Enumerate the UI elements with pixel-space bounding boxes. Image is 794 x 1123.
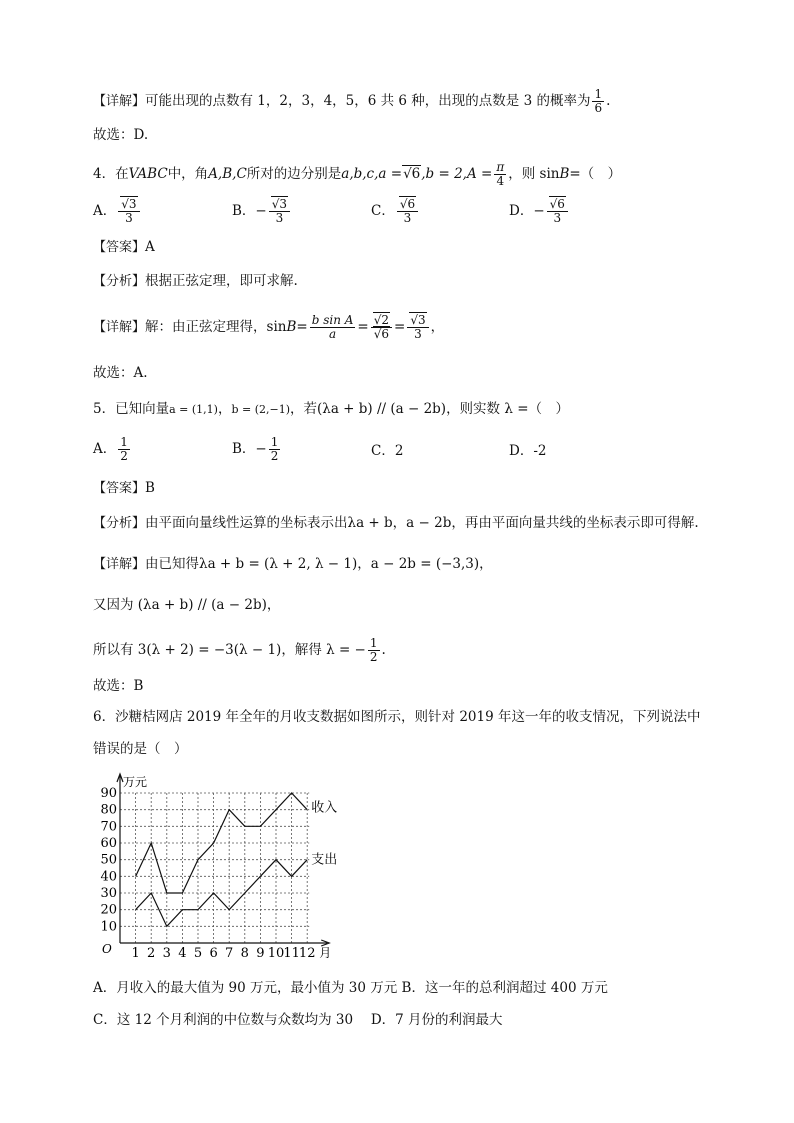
q5-stem-b: ，若 (290, 401, 317, 417)
end: ， (430, 319, 445, 335)
x-tick-label: 5 (193, 946, 203, 961)
q5-condition: (λa + b) // (a − 2b) (317, 401, 447, 417)
y-axis-label: 万元 (123, 775, 148, 789)
option-sign: − (255, 441, 267, 457)
q4-option-b[interactable] (232, 198, 292, 225)
x-tick-label: 12 (298, 946, 316, 961)
frac-denominator: 6 (594, 101, 603, 115)
analysis-text-b: ，再由平面向量共线的坐标表示即可得解. (451, 515, 699, 531)
q4-option-a[interactable] (93, 198, 142, 225)
b-var: B (286, 319, 297, 335)
q3-end: . (606, 93, 611, 109)
frac-numerator: √ 3 (120, 196, 137, 211)
x-tick-label: 9 (256, 946, 265, 961)
q4-answer (93, 238, 155, 257)
frac-numerator: 1 (270, 435, 279, 449)
q5-a-vec: a = (1,1) (169, 403, 218, 416)
detail-vec2: a − 2b = (−3,3) (370, 556, 480, 572)
q5-final: 故选：B (93, 678, 144, 694)
chart-ticks (100, 786, 315, 961)
frac-numerator: 1 (120, 435, 128, 449)
option-fraction (118, 198, 139, 225)
frac-denominator: √ 6 (373, 326, 390, 341)
y-tick-label: 80 (100, 802, 117, 818)
x-tick-label: 11 (283, 946, 300, 961)
sqrt-fraction (371, 314, 392, 341)
detail-tag: 【详解】 (93, 94, 146, 109)
q5-option-d[interactable] (509, 442, 546, 460)
q4-stem-b: 中，角 (167, 166, 209, 182)
x-tick-label: 1 (131, 946, 140, 961)
q4-stem-d: ，则 sin (508, 166, 560, 182)
q4-detail (93, 314, 444, 341)
q4-triangle: VABC (128, 166, 168, 182)
x-tick-label: 7 (225, 946, 234, 961)
option-label: C． (371, 203, 395, 219)
frac-denominator: 2 (120, 449, 128, 463)
q5-option-b[interactable] (232, 436, 282, 463)
detail-tag: 【详解】 (93, 557, 146, 572)
option-value: -2 (533, 443, 547, 459)
y-tick-label: 20 (100, 902, 117, 918)
option-sign: − (255, 203, 267, 219)
option-fraction (547, 198, 568, 225)
q4-stem-a: 4．在 (93, 166, 129, 182)
frac-numerator: √ 3 (409, 312, 426, 327)
result-fraction (407, 314, 428, 341)
end: ， (479, 556, 493, 572)
q6-stem-line1: 6．沙糖桔网店 2019 年全年的月收支数据如图所示，则针对 2019 年这一年的收支情况，下列说法中 (93, 709, 701, 725)
x-tick-label: 3 (162, 946, 171, 961)
frac-denominator: 3 (553, 211, 562, 225)
q4-stem-e: =（ ） (569, 166, 622, 182)
q4-stem (93, 161, 621, 188)
x-tick-label: 2 (147, 946, 156, 961)
option-fraction (397, 198, 418, 225)
q5-stem-a: 5．已知向量 (93, 401, 170, 417)
x-axis-label: 月 (319, 946, 332, 960)
y-tick-label: 90 (100, 786, 117, 801)
frac-denominator: 4 (496, 174, 505, 188)
y-tick-label: 10 (100, 919, 117, 935)
end: . (381, 642, 386, 658)
sep: ， (217, 401, 232, 417)
sine-law-fraction (310, 314, 356, 341)
series-label: 支出 (311, 852, 338, 868)
frac-denominator: 3 (403, 211, 412, 225)
detail-vec1: λa + b = (λ + 2, λ − 1) (199, 556, 358, 572)
option-sign: − (533, 203, 545, 219)
series-label: 收入 (311, 800, 338, 816)
analysis-text: 由平面向量线性运算的坐标表示出 (145, 515, 348, 531)
y-tick-label: 60 (100, 836, 117, 851)
y-tick-label: 30 (100, 886, 117, 901)
q5-detail (93, 555, 493, 574)
frac-numerator: √ 2 (373, 312, 390, 327)
q6-stem-line2: 错误的是（ ） (93, 741, 188, 757)
analysis-tag: 【分析】 (93, 516, 146, 531)
detail-tag: 【详解】 (93, 320, 146, 335)
option-fraction (118, 436, 130, 463)
analysis-text: 根据正弦定理，即可求解. (145, 273, 298, 289)
frac-numerator: b sin A (311, 313, 354, 327)
q4-cond-b: ,b = 2,A = (421, 166, 493, 182)
result-fraction (368, 637, 380, 664)
q4-cond-a: a,b,c,a = (341, 166, 403, 182)
sep: ， (357, 556, 371, 572)
q3-answer: 故选：D. (93, 127, 149, 143)
eq: = (357, 319, 369, 335)
q3-detail-text: 可能出现的点数有 1，2，3，4，5，6 共 6 种，出现的点数是 3 的概率为 (145, 93, 591, 109)
frac-numerator: 1 (594, 87, 603, 101)
option-fraction (269, 198, 290, 225)
answer-tag: 【答案】 (93, 240, 146, 255)
option-value: 2 (394, 443, 404, 459)
x-tick-label: 4 (178, 946, 187, 961)
analysis-vec2: a − 2b (406, 515, 452, 531)
frac-denominator: a (328, 327, 337, 341)
q5-stem (93, 400, 569, 419)
y-tick-label: 50 (100, 852, 117, 868)
option-label: A． (93, 441, 117, 457)
q4-analysis (93, 272, 298, 291)
option-label: B． (232, 203, 256, 219)
q5-analysis (93, 514, 699, 533)
analysis-tag: 【分析】 (93, 274, 146, 289)
q4-option-d[interactable] (509, 198, 570, 225)
y-tick-label: 40 (100, 869, 117, 885)
frac-numerator: √ 6 (549, 196, 566, 211)
q6-options-line1: A．月收入的最大值为 90 万元，最小值为 30 万元 B．这一年的总利润超过 400 万元 (93, 980, 608, 996)
q4-b-var: B (559, 166, 570, 182)
eq: = (296, 319, 308, 335)
q4-option-c[interactable] (371, 198, 420, 225)
analysis-vec1: λa + b (347, 515, 393, 531)
q5-stem-c: ，则实数 λ =（ ） (446, 401, 570, 417)
q5-b-vec: b = (2,−1) (231, 403, 290, 416)
frac-numerator: √ 6 (399, 196, 416, 211)
option-label: B． (232, 441, 256, 457)
option-label: A． (93, 203, 117, 219)
q4-stem-c: 所对的边分别是 (246, 166, 342, 182)
y-tick-label: 70 (100, 819, 117, 835)
frac-denominator: 3 (275, 211, 284, 225)
answer-tag: 【答案】 (93, 481, 146, 496)
frac-denominator: 2 (270, 449, 279, 463)
q3-fraction (592, 88, 604, 115)
option-fraction (269, 436, 281, 463)
origin-label: O (102, 942, 112, 956)
q6-options-line2: C．这 12 个月利润的中位数与众数均为 30 D．7 月份的利润最大 (93, 1012, 503, 1028)
q3-detail-line (93, 88, 610, 115)
frac-denominator: 3 (414, 327, 422, 341)
frac-denominator: 3 (125, 211, 133, 225)
frac-denominator: 2 (369, 650, 378, 664)
detail-text: 解：由正弦定理得，sin (145, 319, 287, 335)
x-tick-label: 10 (267, 946, 285, 961)
frac-numerator: π (496, 160, 505, 174)
frac-numerator: √ 3 (271, 196, 288, 211)
q5-option-c[interactable] (371, 442, 403, 460)
option-label: D． (509, 203, 534, 219)
x-tick-label: 6 (209, 946, 218, 961)
x-tick-label: 8 (240, 946, 249, 961)
q4-vars: A,B,C (208, 166, 247, 182)
detail-text: 由已知得 (145, 556, 200, 572)
q5-option-a[interactable] (93, 436, 132, 463)
sep: ， (392, 515, 407, 531)
chart-grid (120, 793, 309, 943)
income-expense-chart (92, 768, 352, 963)
q5-line3 (93, 637, 386, 664)
q4-pi-over-4 (494, 161, 506, 188)
option-label: C． (371, 443, 395, 459)
line3-text: 所以有 3(λ + 2) = −3(λ − 1)，解得 λ = − (93, 642, 366, 658)
q5-answer (93, 479, 155, 498)
option-label: D． (509, 443, 534, 459)
answer-value: B (145, 480, 155, 496)
q4-sqrt6: √ 6 (402, 165, 421, 182)
q4-final: 故选：A. (93, 365, 148, 381)
answer-value: A (145, 239, 155, 255)
q5-line2: 又因为 (λa + b) // (a − 2b)， (93, 597, 281, 613)
frac-numerator: 1 (369, 636, 378, 650)
eq: = (394, 319, 406, 335)
